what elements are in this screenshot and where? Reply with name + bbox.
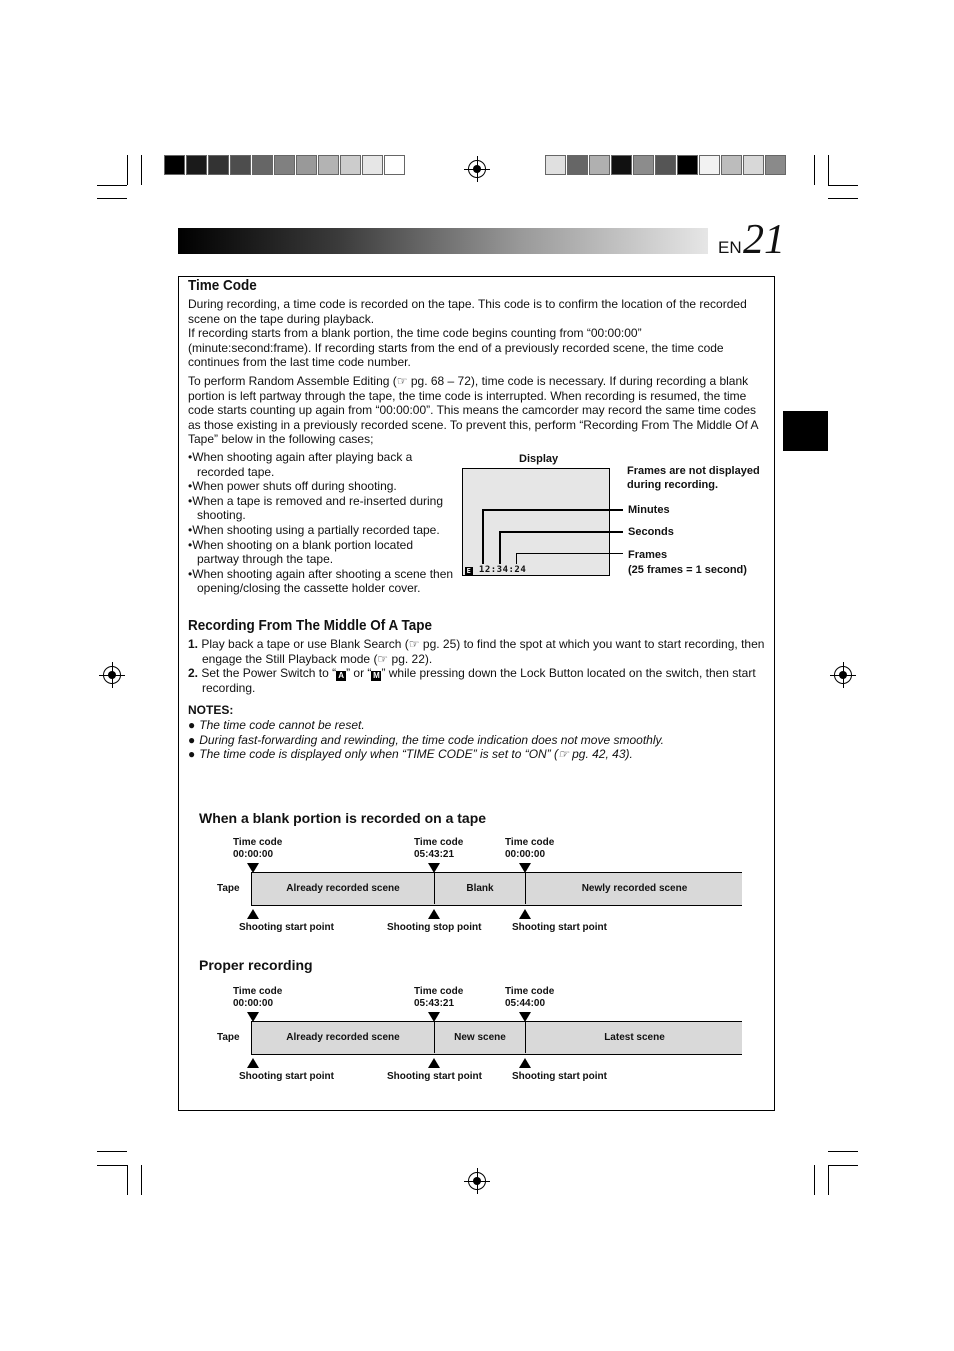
time-code-value: 05:44:00 bbox=[505, 998, 546, 1009]
color-swatch bbox=[318, 155, 339, 175]
display-title: Display bbox=[519, 453, 559, 465]
note-item bbox=[188, 747, 768, 762]
color-swatch bbox=[384, 155, 405, 175]
crop-mark bbox=[97, 185, 127, 186]
color-swatch bbox=[743, 155, 764, 175]
frames-label: Frames bbox=[628, 549, 668, 561]
manual-mode-icon: M bbox=[373, 671, 380, 681]
time-code-para-1: During recording, a time code is recorded on the tape. This code is to confirm the location of the recorded scene on the tape during playback. bbox=[188, 297, 747, 326]
crop-mark bbox=[97, 1151, 127, 1152]
seconds-leader bbox=[499, 531, 623, 533]
step-number: 1. bbox=[188, 637, 199, 651]
tape-segment: Blank bbox=[435, 873, 526, 904]
crop-mark bbox=[97, 198, 127, 199]
list-item: •When shooting again after shooting a scene then opening/closing the cassette holder cover. bbox=[188, 566, 454, 596]
step-item bbox=[188, 666, 768, 696]
notes-title: NOTES: bbox=[188, 703, 234, 717]
color-swatch bbox=[699, 155, 720, 175]
shooting-point-label: Shooting start point bbox=[239, 1071, 334, 1082]
crop-mark bbox=[828, 1165, 858, 1166]
step-text: ” or “ bbox=[346, 666, 372, 681]
color-swatch bbox=[230, 155, 251, 175]
note-text: The time code cannot be reset. bbox=[199, 718, 365, 732]
tape-icon: E bbox=[466, 567, 472, 575]
tape-segment: Already recorded scene bbox=[252, 873, 435, 904]
crop-mark bbox=[828, 1165, 829, 1195]
color-swatch bbox=[362, 155, 383, 175]
step-item bbox=[188, 637, 768, 666]
registration-mark-icon bbox=[468, 1172, 486, 1190]
minutes-leader bbox=[482, 509, 623, 511]
color-swatch bbox=[655, 155, 676, 175]
color-swatch bbox=[296, 155, 317, 175]
bullet-icon: ● bbox=[188, 747, 196, 762]
page-number: 21 bbox=[743, 217, 785, 263]
time-code-label: Time code bbox=[505, 986, 555, 997]
tape-label: Tape bbox=[217, 1032, 240, 1043]
color-swatch bbox=[567, 155, 588, 175]
readout-value: 12:34:24 bbox=[478, 565, 527, 575]
crop-mark bbox=[97, 1165, 127, 1166]
bullet-icon: ● bbox=[188, 732, 196, 747]
marker-up-icon bbox=[428, 909, 440, 919]
time-code-para-3-text: To perform Random Assemble Editing (☞ pg. 68 – 72), time code is necessary. If during recording a blank portion is left partway through the tape, the time code is interrupted. When recording is resumed, the time code starts counting up again from “00:00:00”. This means the camcorder may record the same time codes as those existing in a previously recorded scene. To prevent this, perform “Recording From The Middle Of A Tape” below in the following cases; bbox=[188, 374, 758, 447]
step-text: ” while pressing down the Lock Button located on the switch, then start recording. bbox=[202, 666, 756, 696]
color-swatch bbox=[164, 155, 185, 175]
time-code-value: 00:00:00 bbox=[505, 849, 546, 860]
time-code-label: Time code bbox=[414, 986, 464, 997]
frames-rate-note: (25 frames = 1 second) bbox=[628, 564, 747, 576]
tape-segment: Newly recorded scene bbox=[581, 883, 688, 894]
note-text: The time code is displayed only when “TIME CODE” is set to “ON” (☞ pg. 42, 43). bbox=[199, 747, 633, 762]
crop-mark bbox=[814, 1165, 815, 1195]
step-text: Set the Power Switch to “ bbox=[201, 666, 337, 681]
crop-mark bbox=[141, 155, 142, 185]
color-swatch bbox=[186, 155, 207, 175]
registration-mark-icon bbox=[834, 666, 852, 684]
color-swatch bbox=[340, 155, 361, 175]
list-item: •When shooting using a partially recorded tape. bbox=[188, 522, 440, 537]
proper-diagram-title: Proper recording bbox=[199, 957, 313, 973]
step-number: 2. bbox=[188, 666, 199, 681]
step-text: Play back a tape or use Blank Search (☞ pg. 25) to find the spot at which you want to start recording, then engage the Still Playback mode (☞ pg. 22). bbox=[201, 637, 765, 666]
time-code-label: Time code bbox=[414, 837, 464, 848]
color-swatch bbox=[208, 155, 229, 175]
seconds-label: Seconds bbox=[628, 526, 674, 538]
time-code-para-2: If recording starts from a blank portion, the time code begins counting from “00:00:00” (minute:second:frame). If recording starts from the end of a previously recorded scene, the time code continues from the last time code number. bbox=[188, 326, 724, 370]
time-code-body bbox=[188, 297, 768, 370]
tape-segment: Latest scene bbox=[604, 1032, 665, 1043]
notes-list bbox=[188, 718, 768, 762]
time-code-readout bbox=[465, 565, 526, 576]
crop-mark bbox=[828, 198, 858, 199]
time-code-value: 05:43:21 bbox=[414, 849, 455, 860]
marker-up-icon bbox=[247, 909, 259, 919]
tape-segment: Already recorded scene bbox=[252, 1022, 435, 1053]
tape-bar bbox=[251, 1021, 742, 1055]
time-code-value: 00:00:00 bbox=[233, 849, 274, 860]
minutes-label: Minutes bbox=[628, 504, 670, 516]
crop-mark bbox=[141, 1165, 142, 1195]
shooting-point-label: Shooting start point bbox=[512, 922, 607, 933]
note-text: During fast-forwarding and rewinding, the time code indication does not move smoothly. bbox=[199, 732, 664, 747]
note-item bbox=[188, 718, 768, 733]
middle-of-tape-heading: Recording From The Middle Of A Tape bbox=[188, 617, 433, 634]
section-tab bbox=[783, 411, 828, 451]
marker-up-icon bbox=[519, 909, 531, 919]
blank-diagram-title: When a blank portion is recorded on a tape bbox=[199, 810, 487, 826]
marker-up-icon bbox=[247, 1058, 259, 1068]
crop-mark bbox=[828, 185, 858, 186]
time-code-label: Time code bbox=[505, 837, 555, 848]
color-swatch bbox=[589, 155, 610, 175]
tape-segment: New scene bbox=[435, 1022, 526, 1053]
time-code-value: 00:00:00 bbox=[233, 998, 274, 1009]
color-swatch bbox=[677, 155, 698, 175]
frames-note: Frames are not displayed during recording. bbox=[627, 465, 760, 491]
registration-mark-icon bbox=[468, 160, 486, 178]
color-swatch bbox=[611, 155, 632, 175]
time-code-label: Time code bbox=[233, 986, 283, 997]
crop-mark bbox=[127, 155, 128, 185]
tape-bar bbox=[251, 872, 742, 906]
marker-up-icon bbox=[519, 1058, 531, 1068]
shooting-point-label: Shooting start point bbox=[239, 922, 334, 933]
list-item: •When a tape is removed and re-inserted during shooting. bbox=[188, 493, 444, 523]
note-item bbox=[188, 733, 768, 748]
auto-mode-icon: A bbox=[336, 671, 346, 681]
registration-mark-icon bbox=[103, 666, 121, 684]
steps-list bbox=[188, 637, 768, 696]
time-code-para-3 bbox=[188, 374, 768, 447]
crop-mark bbox=[127, 1165, 128, 1195]
seconds-leader bbox=[499, 531, 501, 564]
color-swatch bbox=[274, 155, 295, 175]
minutes-leader bbox=[482, 509, 484, 564]
marker-up-icon bbox=[428, 1058, 440, 1068]
time-code-value: 05:43:21 bbox=[414, 998, 455, 1009]
header-gradient-banner bbox=[178, 228, 708, 254]
time-code-heading: Time Code bbox=[188, 277, 257, 294]
color-swatch bbox=[721, 155, 742, 175]
frames-leader bbox=[516, 553, 517, 564]
color-swatch bbox=[545, 155, 566, 175]
time-code-label: Time code bbox=[233, 837, 283, 848]
shooting-point-label: Shooting start point bbox=[512, 1071, 607, 1082]
display-screen bbox=[462, 468, 610, 576]
shooting-point-label: Shooting stop point bbox=[387, 922, 482, 933]
crop-mark bbox=[828, 1151, 858, 1152]
case-list bbox=[188, 450, 456, 596]
bullet-icon: ● bbox=[188, 718, 196, 732]
tape-label: Tape bbox=[217, 883, 240, 894]
list-item: •When power shuts off during shooting. bbox=[188, 479, 397, 494]
frames-leader bbox=[516, 553, 623, 554]
crop-mark bbox=[814, 155, 815, 185]
color-swatch bbox=[252, 155, 273, 175]
color-swatch bbox=[633, 155, 654, 175]
page-prefix: EN bbox=[718, 238, 742, 257]
list-item: •When shooting again after playing back a recorded tape. bbox=[188, 450, 413, 479]
shooting-point-label: Shooting start point bbox=[387, 1071, 482, 1082]
list-item: •When shooting on a blank portion located partway through the tape. bbox=[188, 537, 414, 567]
crop-mark bbox=[828, 155, 829, 185]
color-swatch bbox=[765, 155, 786, 175]
